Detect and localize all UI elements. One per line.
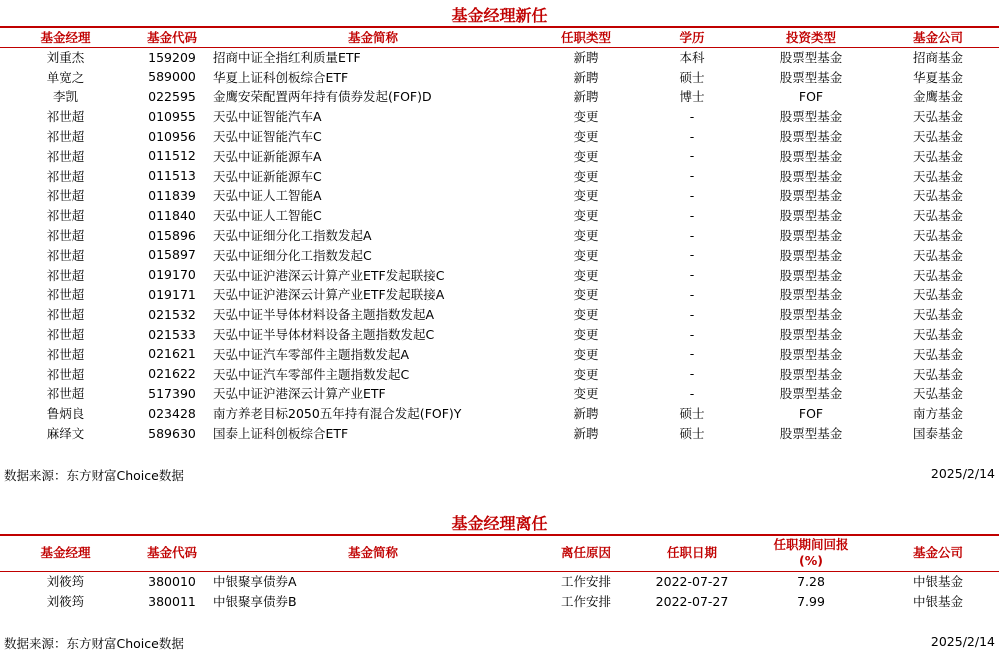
cell-appointment-type: 变更 xyxy=(573,386,599,402)
cell-manager: 刘重杰 xyxy=(46,50,85,66)
table-header-row xyxy=(0,535,999,571)
table-row xyxy=(0,225,999,245)
cell-manager: 祁世超 xyxy=(46,228,85,244)
col-header-appointment-type: 任职类型 xyxy=(533,27,639,47)
cell-fund-name: 国泰上证科创板综合ETF xyxy=(213,426,349,442)
cell-fund-name: 中银聚享债券B xyxy=(213,594,297,609)
cell-company: 南方基金 xyxy=(912,406,963,422)
cell-investment-type: 股票型基金 xyxy=(779,228,843,244)
cell-leave-reason: 工作安排 xyxy=(560,594,611,609)
data-source-note: 数据来源：东方财富Choice数据 xyxy=(4,468,184,483)
cell-fund-name: 天弘中证智能汽车A xyxy=(213,109,322,125)
cell-fund-code: 015897 xyxy=(148,247,196,263)
cell-fund-name: 天弘中证细分化工指数发起C xyxy=(213,247,372,263)
new-managers-table xyxy=(0,26,999,443)
cell-investment-type: 股票型基金 xyxy=(779,188,843,204)
cell-fund-name: 天弘中证新能源车C xyxy=(213,168,322,184)
table-row xyxy=(0,186,999,206)
cell-education: - xyxy=(689,366,695,382)
cell-appointment-type: 新聘 xyxy=(573,406,599,422)
cell-investment-type: 股票型基金 xyxy=(779,426,843,442)
cell-fund-code: 589630 xyxy=(148,425,196,441)
col-header-tenure-return xyxy=(745,535,877,571)
cell-manager: 祁世超 xyxy=(46,346,85,362)
cell-fund-name: 天弘中证汽车零部件主题指数发起A xyxy=(213,346,410,362)
cell-company: 国泰基金 xyxy=(912,426,963,442)
cell-start-date: 2022-07-27 xyxy=(655,573,729,589)
tenure-return-unit: (%) xyxy=(799,553,823,569)
table-row xyxy=(0,364,999,384)
col-header-name: 基金简称 xyxy=(213,535,533,571)
cell-tenure-return: 7.99 xyxy=(797,593,825,609)
cell-manager: 鲁炳良 xyxy=(46,406,85,422)
cell-company: 华夏基金 xyxy=(912,69,963,85)
cell-investment-type: 股票型基金 xyxy=(779,168,843,184)
cell-education: - xyxy=(689,168,695,184)
cell-fund-name: 南方养老目标2050五年持有混合发起(FOF)Y xyxy=(213,406,462,422)
cell-manager: 祁世超 xyxy=(46,386,85,402)
cell-fund-code: 023428 xyxy=(148,405,196,421)
cell-appointment-type: 变更 xyxy=(573,129,599,145)
table-row xyxy=(0,47,999,67)
cell-fund-code: 380010 xyxy=(148,573,196,589)
cell-fund-code: 011840 xyxy=(148,207,196,223)
col-header-education: 学历 xyxy=(639,27,745,47)
cell-company: 中银基金 xyxy=(912,574,963,590)
cell-company: 天弘基金 xyxy=(912,327,963,343)
cell-fund-name: 天弘中证汽车零部件主题指数发起C xyxy=(213,366,410,382)
cell-fund-code: 010955 xyxy=(148,108,196,124)
cell-manager: 刘筱筠 xyxy=(46,594,85,609)
cell-fund-name: 金鹰安荣配置两年持有债券发起(FOF)D xyxy=(213,89,432,105)
cell-investment-type: 股票型基金 xyxy=(779,307,843,323)
cell-manager: 祁世超 xyxy=(46,327,85,343)
cell-appointment-type: 变更 xyxy=(573,148,599,164)
table-row xyxy=(0,324,999,344)
cell-appointment-type: 变更 xyxy=(573,208,599,224)
cell-investment-type: 股票型基金 xyxy=(779,148,843,164)
cell-investment-type: 股票型基金 xyxy=(779,129,843,145)
cell-investment-type: 股票型基金 xyxy=(779,247,843,263)
cell-fund-code: 021621 xyxy=(148,346,196,362)
cell-company: 天弘基金 xyxy=(912,386,963,402)
col-header-code: 基金代码 xyxy=(131,27,213,47)
table-row xyxy=(0,67,999,87)
cell-fund-code: 517390 xyxy=(148,385,196,401)
data-source-note: 数据来源：东方财富Choice数据 xyxy=(4,636,184,651)
cell-appointment-type: 变更 xyxy=(573,267,599,283)
table-row xyxy=(0,403,999,423)
cell-manager: 单宽之 xyxy=(46,69,85,85)
cell-fund-code: 022595 xyxy=(148,88,196,104)
cell-manager: 祁世超 xyxy=(46,129,85,145)
cell-education: 本科 xyxy=(679,50,705,66)
cell-appointment-type: 新聘 xyxy=(573,426,599,442)
cell-appointment-type: 变更 xyxy=(573,168,599,184)
cell-fund-code: 589000 xyxy=(148,69,196,85)
cell-education: - xyxy=(689,267,695,283)
col-header-manager: 基金经理 xyxy=(0,27,131,47)
table-row xyxy=(0,126,999,146)
cell-appointment-type: 新聘 xyxy=(573,69,599,85)
cell-company: 天弘基金 xyxy=(912,208,963,224)
cell-company: 天弘基金 xyxy=(912,346,963,362)
cell-appointment-type: 变更 xyxy=(573,228,599,244)
cell-company: 天弘基金 xyxy=(912,168,963,184)
col-header-leave-reason: 离任原因 xyxy=(533,535,639,571)
cell-education: - xyxy=(689,346,695,362)
cell-fund-name: 华夏上证科创板综合ETF xyxy=(213,69,349,85)
cell-education: 硕士 xyxy=(679,426,705,442)
cell-start-date: 2022-07-27 xyxy=(655,593,729,609)
cell-fund-name: 天弘中证沪港深云计算产业ETF发起联接C xyxy=(213,267,445,283)
cell-investment-type: 股票型基金 xyxy=(779,208,843,224)
col-header-manager: 基金经理 xyxy=(0,535,131,571)
cell-investment-type: 股票型基金 xyxy=(779,327,843,343)
table-header-row xyxy=(0,27,999,47)
cell-leave-reason: 工作安排 xyxy=(560,574,611,590)
cell-manager: 李凯 xyxy=(52,89,78,105)
cell-education: - xyxy=(689,128,695,144)
cell-company: 天弘基金 xyxy=(912,109,963,125)
cell-fund-name: 中银聚享债券A xyxy=(213,574,297,590)
cell-company: 天弘基金 xyxy=(912,366,963,382)
cell-tenure-return: 7.28 xyxy=(797,573,825,589)
cell-education: - xyxy=(689,247,695,263)
cell-appointment-type: 变更 xyxy=(573,307,599,323)
col-header-code: 基金代码 xyxy=(131,535,213,571)
cell-company: 天弘基金 xyxy=(912,188,963,204)
table-row xyxy=(0,205,999,225)
cell-manager: 祁世超 xyxy=(46,366,85,382)
cell-investment-type: 股票型基金 xyxy=(779,386,843,402)
cell-education: - xyxy=(689,306,695,322)
cell-appointment-type: 变更 xyxy=(573,327,599,343)
cell-fund-code: 011839 xyxy=(148,187,196,203)
cell-fund-code: 019171 xyxy=(148,286,196,302)
cell-company: 天弘基金 xyxy=(912,247,963,263)
table-row xyxy=(0,384,999,404)
cell-fund-name: 天弘中证人工智能A xyxy=(213,188,322,204)
table-row xyxy=(0,265,999,285)
table-row xyxy=(0,87,999,107)
cell-company: 天弘基金 xyxy=(912,148,963,164)
cell-education: - xyxy=(689,286,695,302)
cell-manager: 祁世超 xyxy=(46,267,85,283)
cell-fund-name: 天弘中证沪港深云计算产业ETF xyxy=(213,386,386,402)
cell-manager: 祁世超 xyxy=(46,148,85,164)
cell-company: 天弘基金 xyxy=(912,307,963,323)
table-row xyxy=(0,166,999,186)
col-header-name: 基金简称 xyxy=(213,27,533,47)
table-row xyxy=(0,344,999,364)
cell-education: - xyxy=(689,187,695,203)
cell-fund-name: 天弘中证新能源车A xyxy=(213,148,322,164)
cell-investment-type: 股票型基金 xyxy=(779,267,843,283)
cell-fund-name: 天弘中证半导体材料设备主题指数发起C xyxy=(213,327,435,343)
cell-appointment-type: 变更 xyxy=(573,247,599,263)
cell-education: - xyxy=(689,385,695,401)
cell-education: 硕士 xyxy=(679,406,705,422)
cell-fund-code: 380011 xyxy=(148,593,196,609)
table-row xyxy=(0,285,999,305)
cell-company: 天弘基金 xyxy=(912,287,963,303)
cell-education: 硕士 xyxy=(679,69,705,85)
cell-company: 天弘基金 xyxy=(912,228,963,244)
report-date: 2025/2/14 xyxy=(930,634,995,649)
col-header-investment-type: 投资类型 xyxy=(745,27,877,47)
cell-investment-type: FOF xyxy=(798,88,824,104)
cell-investment-type: 股票型基金 xyxy=(779,69,843,85)
new-managers-title: 基金经理新任 xyxy=(451,6,548,25)
table-row xyxy=(0,106,999,126)
cell-investment-type: 股票型基金 xyxy=(779,50,843,66)
cell-manager: 祁世超 xyxy=(46,168,85,184)
cell-fund-code: 015896 xyxy=(148,227,196,243)
cell-appointment-type: 变更 xyxy=(573,287,599,303)
cell-fund-code: 019170 xyxy=(148,267,196,283)
table-row xyxy=(0,571,999,591)
cell-fund-code: 011513 xyxy=(148,168,196,184)
cell-fund-name: 天弘中证智能汽车C xyxy=(213,129,322,145)
cell-manager: 祁世超 xyxy=(46,287,85,303)
cell-manager: 祁世超 xyxy=(46,208,85,224)
cell-education: - xyxy=(689,108,695,124)
cell-fund-name: 天弘中证半导体材料设备主题指数发起A xyxy=(213,307,435,323)
cell-fund-code: 011512 xyxy=(148,148,196,164)
table-row xyxy=(0,423,999,443)
cell-company: 天弘基金 xyxy=(912,267,963,283)
tenure-return-label: 任职期间回报 xyxy=(773,537,849,553)
departed-managers-title: 基金经理离任 xyxy=(451,514,548,533)
cell-appointment-type: 变更 xyxy=(573,109,599,125)
cell-fund-code: 021533 xyxy=(148,326,196,342)
cell-fund-name: 招商中证全指红利质量ETF xyxy=(213,50,361,66)
cell-investment-type: 股票型基金 xyxy=(779,346,843,362)
cell-education: 博士 xyxy=(679,89,705,105)
table-row xyxy=(0,245,999,265)
col-header-company: 基金公司 xyxy=(877,27,999,47)
cell-company: 中银基金 xyxy=(912,594,963,609)
cell-appointment-type: 变更 xyxy=(573,346,599,362)
cell-education: - xyxy=(689,148,695,164)
cell-fund-name: 天弘中证人工智能C xyxy=(213,208,322,224)
cell-fund-code: 021622 xyxy=(148,366,196,382)
cell-fund-name: 天弘中证细分化工指数发起A xyxy=(213,228,372,244)
cell-investment-type: 股票型基金 xyxy=(779,109,843,125)
table-row xyxy=(0,591,999,611)
cell-education: - xyxy=(689,207,695,223)
cell-education: - xyxy=(689,326,695,342)
cell-manager: 祁世超 xyxy=(46,109,85,125)
cell-manager: 刘筱筠 xyxy=(46,574,85,590)
cell-investment-type: 股票型基金 xyxy=(779,287,843,303)
cell-manager: 麻绎文 xyxy=(46,426,85,442)
cell-fund-code: 010956 xyxy=(148,128,196,144)
cell-fund-code: 021532 xyxy=(148,306,196,322)
cell-appointment-type: 新聘 xyxy=(573,50,599,66)
col-header-company: 基金公司 xyxy=(877,535,999,571)
report-date: 2025/2/14 xyxy=(930,466,995,481)
col-header-start-date: 任职日期 xyxy=(639,535,745,571)
cell-appointment-type: 新聘 xyxy=(573,89,599,105)
table-row xyxy=(0,146,999,166)
departed-managers-table xyxy=(0,534,999,611)
table-row xyxy=(0,304,999,324)
cell-company: 金鹰基金 xyxy=(912,89,963,105)
cell-education: - xyxy=(689,227,695,243)
cell-company: 招商基金 xyxy=(912,50,963,66)
cell-manager: 祁世超 xyxy=(46,188,85,204)
cell-fund-name: 天弘中证沪港深云计算产业ETF发起联接A xyxy=(213,287,445,303)
cell-fund-code: 159209 xyxy=(148,49,196,65)
cell-investment-type: 股票型基金 xyxy=(779,366,843,382)
cell-manager: 祁世超 xyxy=(46,307,85,323)
cell-manager: 祁世超 xyxy=(46,247,85,263)
cell-appointment-type: 变更 xyxy=(573,188,599,204)
cell-investment-type: FOF xyxy=(798,405,824,421)
cell-company: 天弘基金 xyxy=(912,129,963,145)
cell-appointment-type: 变更 xyxy=(573,366,599,382)
